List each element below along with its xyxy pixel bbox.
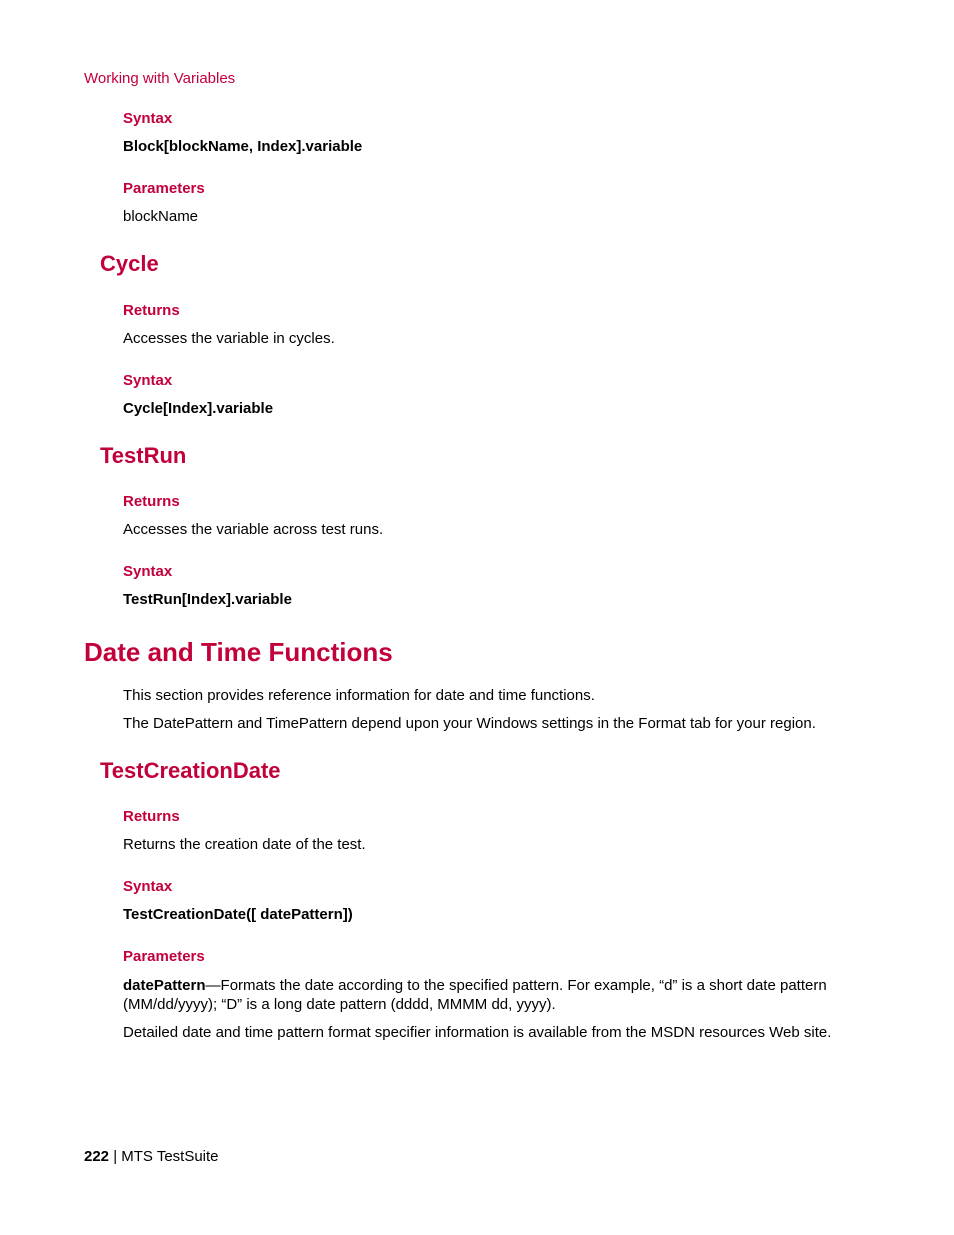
returns-label: Returns <box>123 493 180 510</box>
returns-label: Returns <box>123 808 180 825</box>
product-name: MTS TestSuite <box>121 1148 219 1165</box>
testcreationdate-heading: TestCreationDate <box>100 758 281 783</box>
returns-text: Returns the creation date of the test. <box>123 836 366 853</box>
returns-text: Accesses the variable across test runs. <box>123 521 384 538</box>
parameters-label: Parameters <box>123 180 205 197</box>
returns-label: Returns <box>123 302 180 319</box>
parameters-label: Parameters <box>123 948 205 965</box>
footer-separator: | <box>109 1148 122 1165</box>
page-footer <box>84 1148 219 1165</box>
syntax-code: TestRun[Index].variable <box>123 591 292 608</box>
returns-text: Accesses the variable in cycles. <box>123 330 335 347</box>
syntax-label: Syntax <box>123 372 173 389</box>
cycle-heading: Cycle <box>100 251 159 276</box>
parameter-name: datePattern <box>123 977 206 994</box>
intro-paragraph: The DatePattern and TimePattern depend upon your Windows settings in the Format tab for your region. <box>123 715 816 732</box>
testrun-heading: TestRun <box>100 443 187 468</box>
syntax-label: Syntax <box>123 878 173 895</box>
syntax-code: TestCreationDate([ datePattern]) <box>123 906 353 923</box>
breadcrumb[interactable]: Working with Variables <box>84 70 236 87</box>
detail-paragraph: Detailed date and time pattern format specifier information is available from the MSDN resources Web site. <box>123 1024 832 1041</box>
date-time-heading: Date and Time Functions <box>84 637 393 667</box>
parameter-description <box>123 976 853 1014</box>
page-number: 222 <box>84 1148 110 1165</box>
syntax-label: Syntax <box>123 563 173 580</box>
syntax-code: Block[blockName, Index].variable <box>123 138 363 155</box>
syntax-label: Syntax <box>123 110 173 127</box>
parameter-text: blockName <box>123 208 199 225</box>
intro-paragraph: This section provides reference information for date and time functions. <box>123 687 595 704</box>
syntax-code: Cycle[Index].variable <box>123 400 274 417</box>
parameter-text: —Formats the date according to the specified pattern. For example, “d” is a short date pattern (MM/dd/yyyy); “D” is a long date pattern (dddd, MMMM dd, yyyy). <box>123 977 827 1013</box>
